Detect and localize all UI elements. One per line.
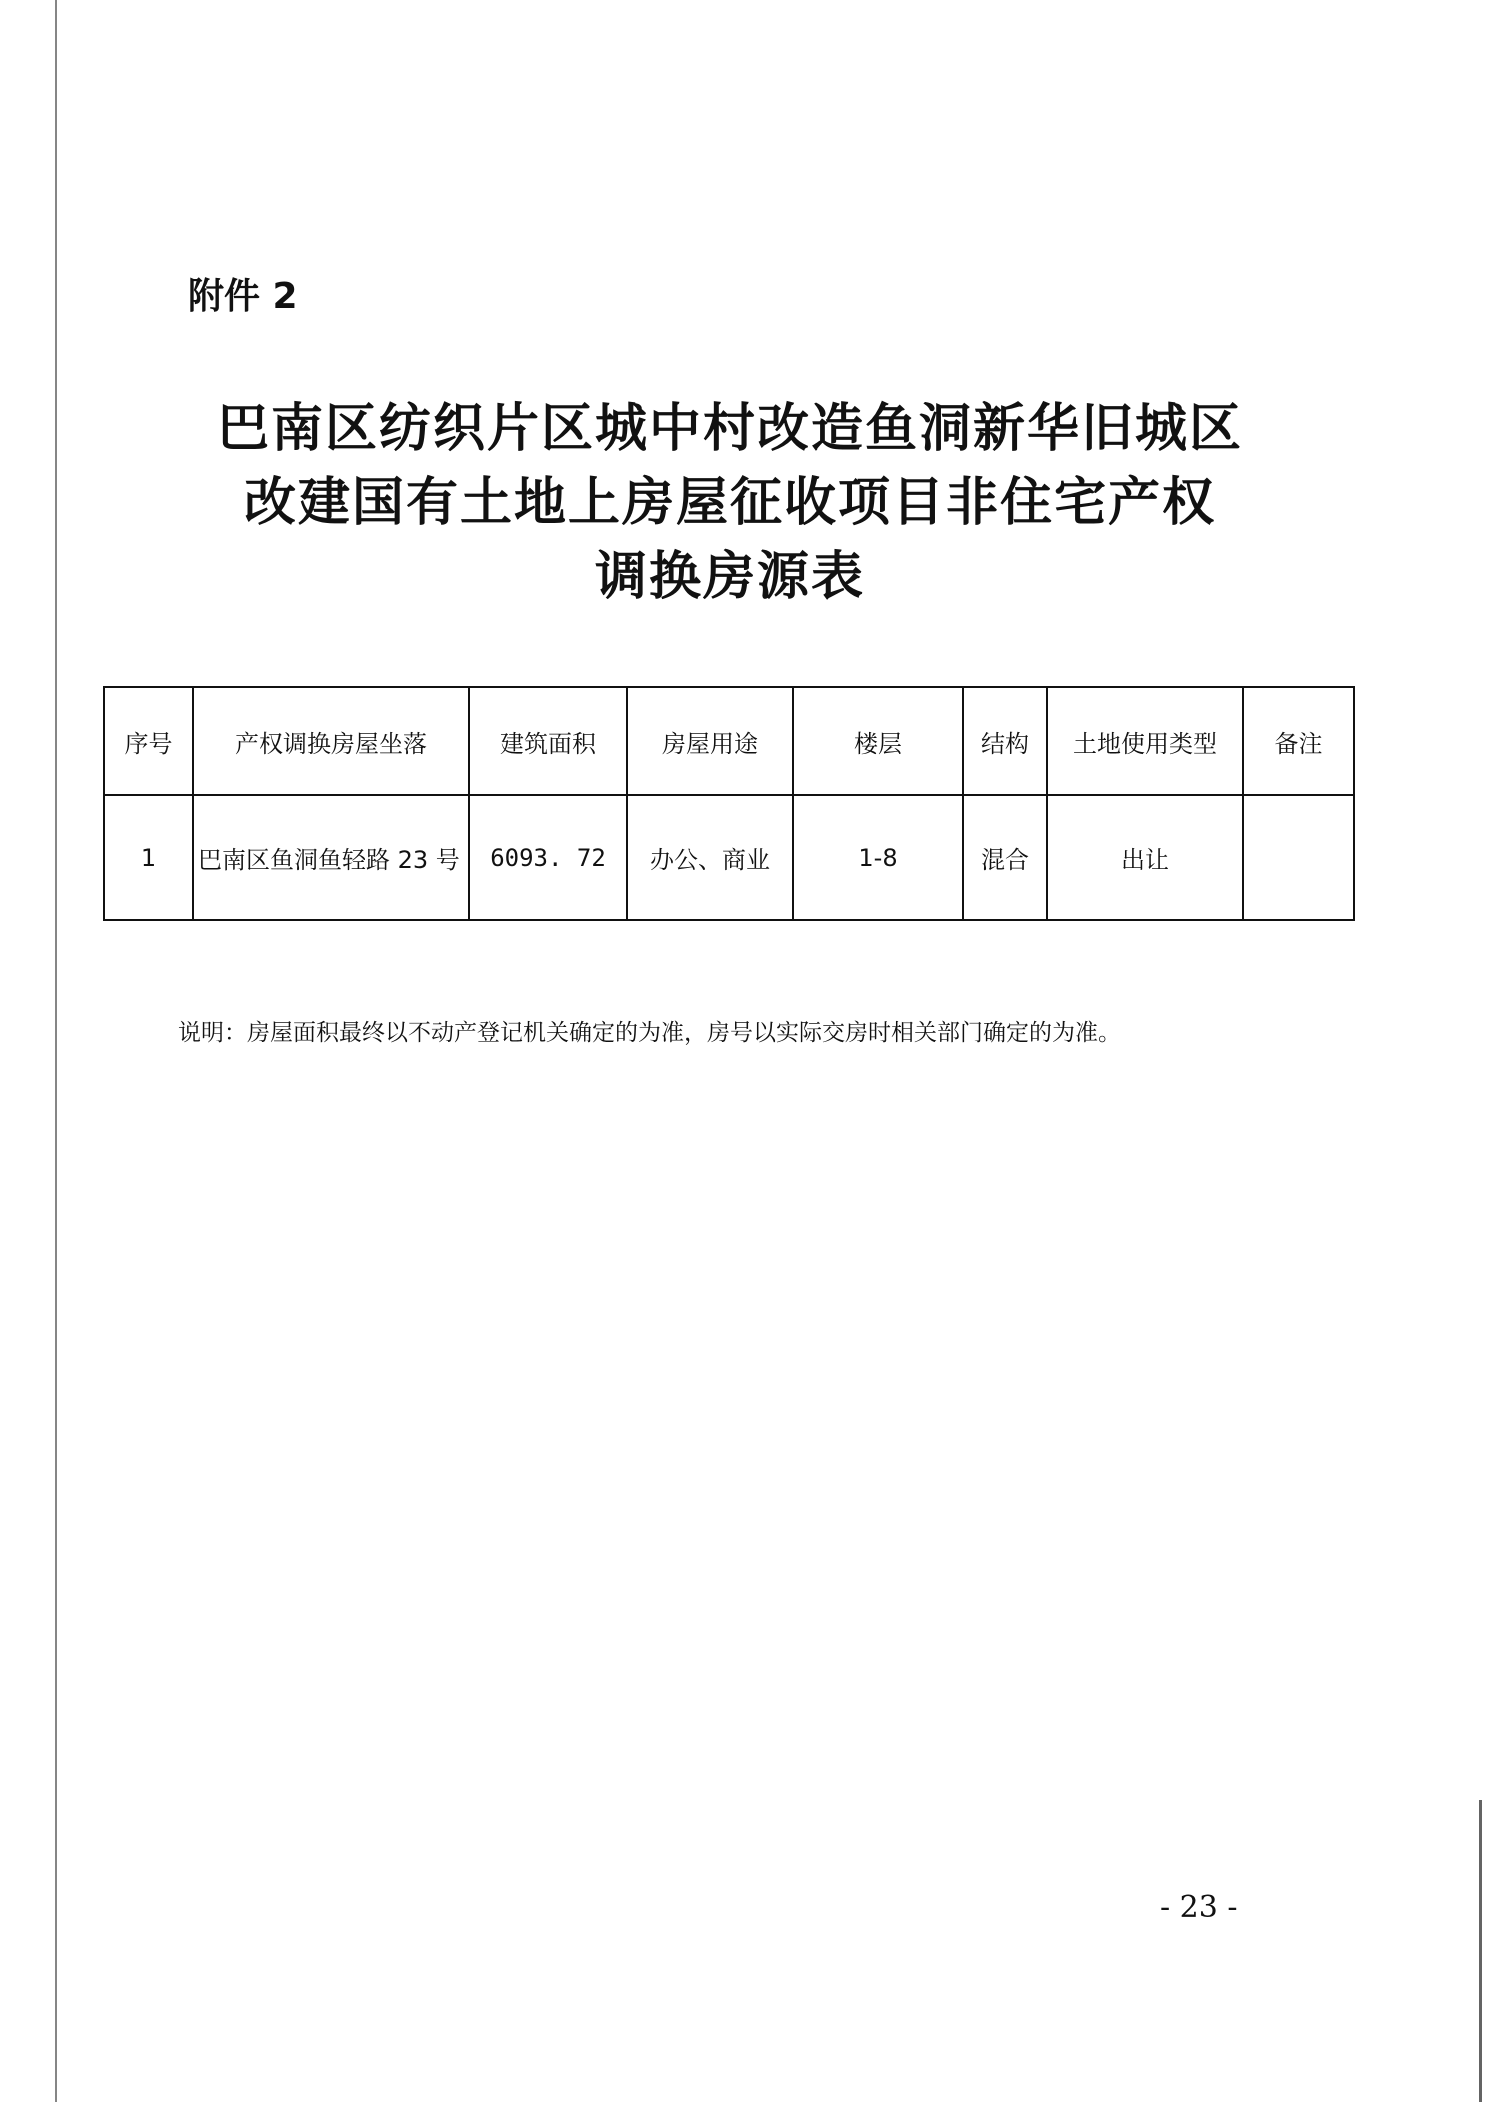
page-number: - 23 - xyxy=(1160,1890,1238,1925)
cell-structure: 混合 xyxy=(963,795,1047,920)
cell-land-use-type: 出让 xyxy=(1047,795,1243,920)
title-line: 改建国有土地上房屋征收项目非住宅产权 xyxy=(243,473,1216,533)
scan-edge-line-left xyxy=(55,0,57,2102)
header-cell-remarks: 备注 xyxy=(1243,687,1354,795)
header-cell-land-use-type: 土地使用类型 xyxy=(1047,687,1243,795)
cell-serial: 1 xyxy=(104,795,193,920)
cell-location: 巴南区鱼洞鱼轻路 23 号 xyxy=(193,795,469,920)
header-cell-location: 产权调换房屋坐落 xyxy=(193,687,469,795)
header-cell-floor: 楼层 xyxy=(793,687,963,795)
housing-source-table xyxy=(103,686,1355,921)
title-line: 巴南区纺织片区城中村改造鱼洞新华旧城区 xyxy=(216,399,1243,459)
cell-floor: 1-8 xyxy=(793,795,963,920)
header-cell-area: 建筑面积 xyxy=(469,687,627,795)
cell-remarks xyxy=(1243,795,1354,920)
cell-usage: 办公、商业 xyxy=(627,795,793,920)
table-header-row xyxy=(104,687,1354,795)
title-line: 调换房源表 xyxy=(594,547,865,607)
table-row xyxy=(104,795,1354,920)
scan-edge-line-right xyxy=(1479,1800,1482,2102)
cell-area: 6093. 72 xyxy=(469,795,627,920)
header-cell-serial: 序号 xyxy=(104,687,193,795)
header-cell-structure: 结构 xyxy=(963,687,1047,795)
document-title xyxy=(150,392,1310,614)
explanatory-note: 说明：房屋面积最终以不动产登记机关确定的为准，房号以实际交房时相关部门确定的为准。 xyxy=(178,1020,1121,1046)
header-cell-usage: 房屋用途 xyxy=(627,687,793,795)
attachment-label: 附件 2 xyxy=(188,276,298,317)
